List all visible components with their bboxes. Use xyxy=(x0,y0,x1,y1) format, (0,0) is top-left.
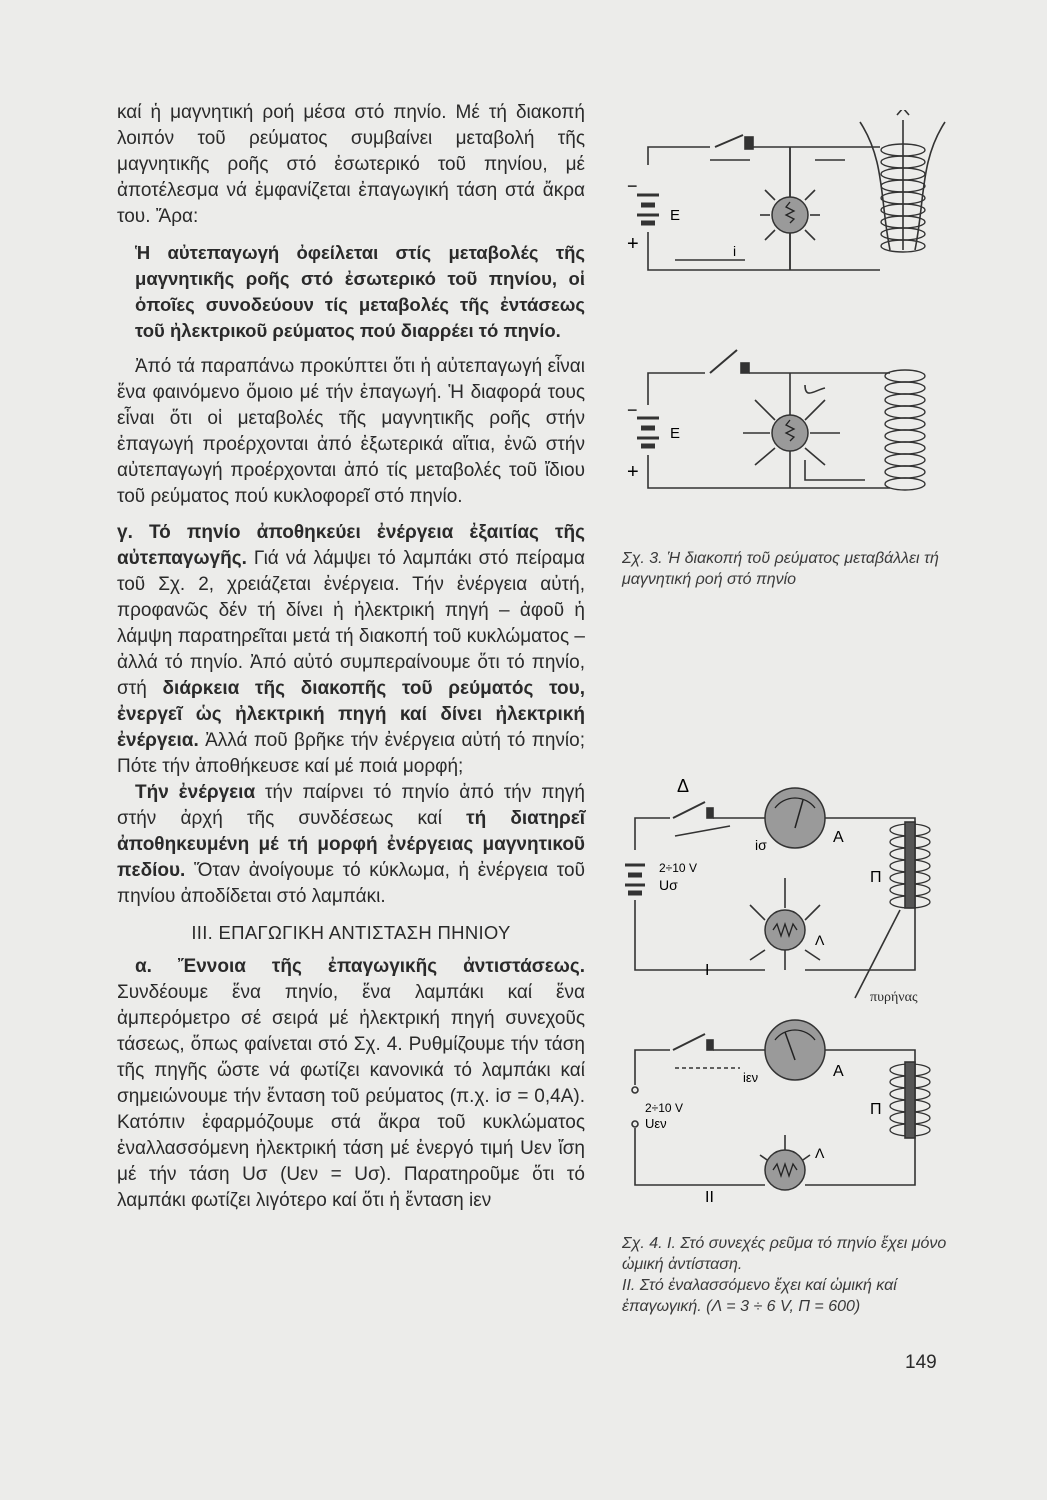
fig4-circuit-I xyxy=(615,770,955,1000)
figure-4-caption-line1: Σχ. 4. I. Στό συνεχές ρεῦμα τό πηνίο ἔχει μόνο ὠμική ἀντίσταση. xyxy=(622,1235,947,1273)
definition-box: Ἡ αὐτεπαγωγή ὀφείλεται στίς μεταβολές τῆς μαγνητικῆς ροῆς στό ἐσωτερικό τοῦ πηνίου, οἱ ὁποῖες συνοδεύουν τίς μεταβολές τῆς ἐντάσεως τοῦ ἠλεκτρικοῦ ρεύματος πού διαρρέει τό πηνίο. xyxy=(135,242,585,341)
ammeter-icon xyxy=(765,788,825,848)
ammeter-a-label: A xyxy=(833,829,844,846)
switch-lever xyxy=(715,135,743,147)
coil xyxy=(885,370,925,490)
lamp-icon xyxy=(765,910,805,950)
lamp-icon xyxy=(765,1150,805,1190)
paragraph-3: Ἀπό τά παραπάνω προκύπτει ὅτι ἡ αὐτεπαγωγή εἶναι ἕνα φαινόμενο ὅμοιο μέ τήν ἐπαγωγή. Ἡ διαφορά τους εἶναι ὅτι οἱ μεταβολές τῆς μαγνητικῆς ροῆς στήν ἐπαγωγή προέρχονται ἀπό ἐξωτερικά αἴτια, ἐνῶ στήν αὐτεπαγωγή προέρχονται ἀπό τίς μεταβολές τοῦ ἴδιου τοῦ ρεύματος πού κυκλοφορεῖ στό πηνίο. xyxy=(117,356,585,507)
circuit-II-label: II xyxy=(705,1189,714,1206)
uev-label: Uεν xyxy=(645,1116,667,1131)
battery-minus-label: − xyxy=(627,176,638,196)
paragraph-6: α. Ἔννοια τῆς ἐπαγωγικῆς ἀντιστάσεως. Συνδέουμε ἕνα πηνίο, ἕνα λαμπάκι καί ἕνα ἀμπερόμετρο σέ σειρά μέ ἠλεκτρική πηγή συνεχοῦς τάσεως, ὅπως φαίνεται στό Σχ. 4. Ρυθμίζουμε τήν τάση τῆς πηγῆς ὥστε νά φωτίζει κανονικά τό λαμπάκι καί σημειώνουμε τήν ἔνταση τοῦ ρεύματος (π.χ. iσ = 0,4A). Κατόπιν ἐφαρμόζουμε στά ἄκρα τοῦ κυκλώματος ἐναλλασσόμενη ἠλεκτρική τάση μέ ἐνεργό τιμή Uεν ἴση μέ τήν τάση Uσ (Uεν = Uσ). Παρατηροῦμε ὅτι τό λαμπάκι φωτίζει λιγότερο καί ὅτι ἡ ἔνταση iεν xyxy=(117,956,585,1211)
current-iev-label: iεν xyxy=(743,1070,759,1085)
paragraph-5: Τήν ἐνέργεια τήν παίρνει τό πηνίο ἀπό τήν πηγή στήν ἀρχή τῆς συνδέσεως καί τή διατηρεῖ ἀποθηκευμένη μέ τή μορφή ἐνέργειας μαγνητικοῦ πεδίου. Ὅταν ἀνοίγουμε τό κύκλωμα, ἡ ἐνέργεια τοῦ πηνίου ἀποδίδεται στό λαμπάκι. xyxy=(117,782,585,907)
coil-p-label: Π xyxy=(870,869,882,886)
fig3-top-circuit xyxy=(615,110,955,300)
usigma-label: Uσ xyxy=(659,877,678,893)
section-heading: III. ΕΠΑΓΩΓΙΚΗ ΑΝΤΙΣΤΑΣΗ ΠΗΝΙΟΥ xyxy=(191,922,511,943)
switch-delta-label: Δ xyxy=(677,776,690,796)
battery-minus-label: − xyxy=(627,400,638,420)
current-isigma-label: iσ xyxy=(755,837,767,853)
wire xyxy=(648,147,710,165)
ammeter-a-label: A xyxy=(833,1063,844,1080)
subsection-alpha-title: α. Ἔννοια τῆς ἐπαγωγικῆς ἀντιστάσεως. xyxy=(135,956,585,977)
voltage-label: 2÷10 V xyxy=(645,1101,683,1115)
fig3-bottom-circuit xyxy=(615,330,955,510)
battery-e-label: E xyxy=(670,207,681,224)
figure-4-caption-line2: II. Στό ἐναλασσόμενο ἔχει καί ὠμική καί ἐπαγωγική. (Λ = 3 ÷ 6 V, Π = 600) xyxy=(622,1277,897,1315)
lamp-l-label: Λ xyxy=(815,1145,825,1161)
lamp-l-label: Λ xyxy=(815,932,825,948)
fig4-circuit-II xyxy=(615,1010,955,1230)
page-number: 149 xyxy=(905,1352,937,1373)
coil-p-label: Π xyxy=(870,1101,882,1118)
switch-contact xyxy=(745,137,753,149)
figure-3-caption: Σχ. 3. Ἡ διακοπή τοῦ ρεύματος μεταβάλλει τή μαγνητική ροή στό πηνίο xyxy=(622,550,939,588)
subsection-gamma-title: γ. Τό πηνίο ἀποθηκεύει ἐνέργεια ἐξαιτίας τῆς αὐτεπαγωγῆς. xyxy=(117,522,585,569)
paragraph-4: γ. Τό πηνίο ἀποθηκεύει ἐνέργεια ἐξαιτίας τῆς αὐτεπαγωγῆς. Γιά νά λάμψει τό λαμπάκι στό πείραμα τοῦ Σχ. 2, χρειάζεται ἐνέργεια. Τήν ἐνέργεια αὐτή, προφανῶς δέν τή δίνει ἡ ἠλεκτρική πηγή – ἀφοῦ ἡ λάμψη παρατηρεῖται μετά τή διακοπή τοῦ κυκλώματος – ἀλλά τό πηνίο. Ἀπό αὐτό συμπεραίνουμε ὅτι τό πηνίο, στή διάρκεια τῆς διακοπῆς τοῦ ρεύματός του, ἐνεργεῖ ὡς ἠλεκτρική πηγή καί δίνει ἠλεκτρική ἐνέργεια. Ἀλλά ποῦ βρῆκε τήν ἐνέργεια αὐτή τό πηνίο; Πότε τήν ἀποθήκευσε καί μέ ποιά μορφή; xyxy=(117,522,585,777)
paragraph-1: καί ἡ μαγνητική ροή μέσα στό πηνίο. Μέ τή διακοπή λοιπόν τοῦ ρεύματος συμβαίνει μεταβολή τῆς μαγνητικῆς ροῆς στό ἐσωτερικό τοῦ πηνίου, μέ ἀποτέλεσμα νά ἐμφανίζεται ἐπαγωγική τάση στά ἄκρα του. Ἄρα: xyxy=(117,102,585,227)
ammeter-icon xyxy=(765,1020,825,1080)
circuit-I-label: I xyxy=(705,962,710,979)
core-label-text: πυρήνας xyxy=(870,990,918,1005)
current-i-label: i xyxy=(733,243,737,259)
text-column xyxy=(117,100,585,1214)
voltage-label: 2÷10 V xyxy=(659,861,697,875)
battery-plus-label: + xyxy=(627,233,639,255)
battery-e-label: E xyxy=(670,425,681,442)
battery-plus-label: + xyxy=(627,461,639,483)
